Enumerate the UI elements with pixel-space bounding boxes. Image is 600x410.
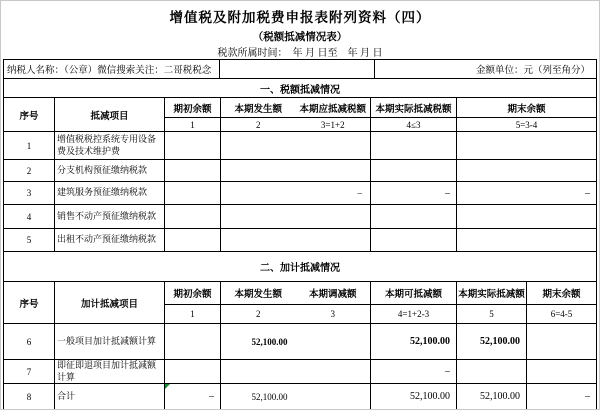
cell-begin[interactable] — [164, 182, 220, 204]
s2-header-current-reduce: 本期发生额 本期调减额 2 3 — [220, 282, 370, 323]
section1-title: 一、税额抵减情况 — [260, 84, 340, 96]
deduction-table — [3, 78, 597, 410]
table-row-4 — [4, 204, 596, 228]
s1-header-current-deductible: 本期发生额 本期应抵减税额 2 3=1+2 — [220, 98, 370, 131]
section1-header-row — [4, 97, 596, 131]
section2-header-row — [4, 281, 596, 323]
row-no: 6 — [26, 336, 32, 347]
cell-end[interactable]: – — [456, 182, 596, 204]
amount-unit-cell: 金额单位：元（列至角分） — [374, 60, 596, 78]
row-no: 4 — [26, 211, 32, 222]
cell-begin[interactable] — [164, 360, 220, 383]
cell-actual[interactable]: 52,100.00 — [456, 324, 526, 359]
table-row-5 — [4, 228, 596, 251]
table-row-6 — [4, 323, 596, 359]
cell-deductible[interactable]: 52,100.00 — [370, 324, 456, 359]
cell-begin[interactable] — [164, 160, 220, 181]
section2-title: 二、加计抵减情况 — [260, 263, 340, 274]
cell-begin[interactable] — [164, 229, 220, 251]
s2-header-end: 期末余额 6=4-5 — [526, 282, 596, 323]
tax-period-line: 税款所属时间： 年 月 日至 年 月 日 — [217, 48, 383, 59]
row-label: 即征即退项目加计抵减额计算 — [54, 360, 164, 383]
cell-end[interactable] — [456, 132, 596, 159]
row-label: 分支机构预征缴纳税款 — [54, 160, 164, 181]
s2-header-actual: 本期实际抵减额 5 — [456, 282, 526, 323]
cell-actual[interactable] — [370, 229, 456, 251]
row-no: 7 — [26, 366, 32, 377]
cell-current-reduce[interactable] — [220, 360, 370, 383]
cell-end[interactable]: – — [526, 384, 596, 409]
cell-current-deductible[interactable] — [220, 160, 370, 181]
row-no: 8 — [26, 391, 32, 402]
cell-current-reduce[interactable]: 52,100.00 — [220, 384, 370, 409]
row-label: 出租不动产预征缴纳税款 — [54, 229, 164, 251]
row-no: 2 — [26, 165, 32, 176]
cell-end[interactable] — [526, 324, 596, 359]
cell-end[interactable] — [456, 229, 596, 251]
row-no: 1 — [26, 140, 32, 151]
row-label: 合计 — [54, 384, 164, 409]
cell-end[interactable] — [456, 205, 596, 228]
row-label: 一般项目加计抵减额计算 — [54, 324, 164, 359]
cell-begin[interactable] — [164, 324, 220, 359]
section1-title-row — [4, 79, 596, 97]
s1-header-item: 抵减项目 — [54, 98, 164, 131]
s1-header-actual: 本期实际抵减税额 4≤3 — [370, 98, 456, 131]
table-row-1 — [4, 131, 596, 159]
table-row-8-total — [4, 383, 596, 409]
cell-actual[interactable] — [370, 132, 456, 159]
cell-actual[interactable]: – — [370, 182, 456, 204]
excel-error-triangle-icon — [165, 384, 170, 389]
cell-begin[interactable] — [164, 132, 220, 159]
s2-header-item: 加计抵减项目 — [54, 282, 164, 323]
cell-end[interactable] — [526, 360, 596, 383]
cell-current-deductible[interactable] — [220, 132, 370, 159]
table-row-2 — [4, 159, 596, 181]
taxpayer-name-cell: 纳税人名称：（公章）微信搜索关注：二哥税税念 — [7, 66, 212, 76]
cell-begin[interactable]: – — [164, 384, 220, 409]
cell-actual[interactable] — [370, 160, 456, 181]
cell-current-deductible[interactable] — [220, 205, 370, 228]
info-row — [3, 59, 597, 79]
row-label: 增值税税控系统专用设备费及技术维护费 — [54, 132, 164, 159]
cell-actual[interactable]: 52,100.00 — [456, 384, 526, 409]
cell-deductible[interactable]: 52,100.00 — [370, 384, 456, 409]
row-no: 5 — [26, 235, 32, 245]
cell-actual[interactable] — [370, 205, 456, 228]
s1-header-end: 期末余额 5=3-4 — [456, 98, 596, 131]
s1-header-no: 序号 — [19, 111, 39, 122]
row-no: 3 — [26, 188, 32, 198]
cell-deductible[interactable]: – — [370, 360, 456, 383]
cell-current-deductible[interactable]: – — [220, 182, 370, 204]
section2-title-row — [4, 251, 596, 281]
row-label: 销售不动产预征缴纳税款 — [54, 205, 164, 228]
s2-header-begin: 期初余额 1 — [164, 282, 220, 323]
table-row-3 — [4, 181, 596, 204]
s1-header-begin: 期初余额 1 — [164, 98, 220, 131]
info-empty-cell — [219, 60, 374, 78]
cell-end[interactable] — [456, 160, 596, 181]
s2-header-deductible: 本期可抵减额 4=1+2-3 — [370, 282, 456, 323]
page-title: 增值税及附加税费申报表附列资料（四） — [169, 10, 431, 25]
s2-header-no: 序号 — [19, 299, 39, 310]
cell-current-deductible[interactable] — [220, 229, 370, 251]
row-label: 建筑服务预征缴纳税款 — [54, 182, 164, 204]
form-subtitle: （税额抵减情况表） — [252, 32, 348, 43]
cell-begin[interactable] — [164, 205, 220, 228]
cell-current-reduce[interactable]: 52,100.00 — [220, 324, 370, 359]
cell-actual[interactable] — [456, 360, 526, 383]
table-row-7 — [4, 359, 596, 383]
